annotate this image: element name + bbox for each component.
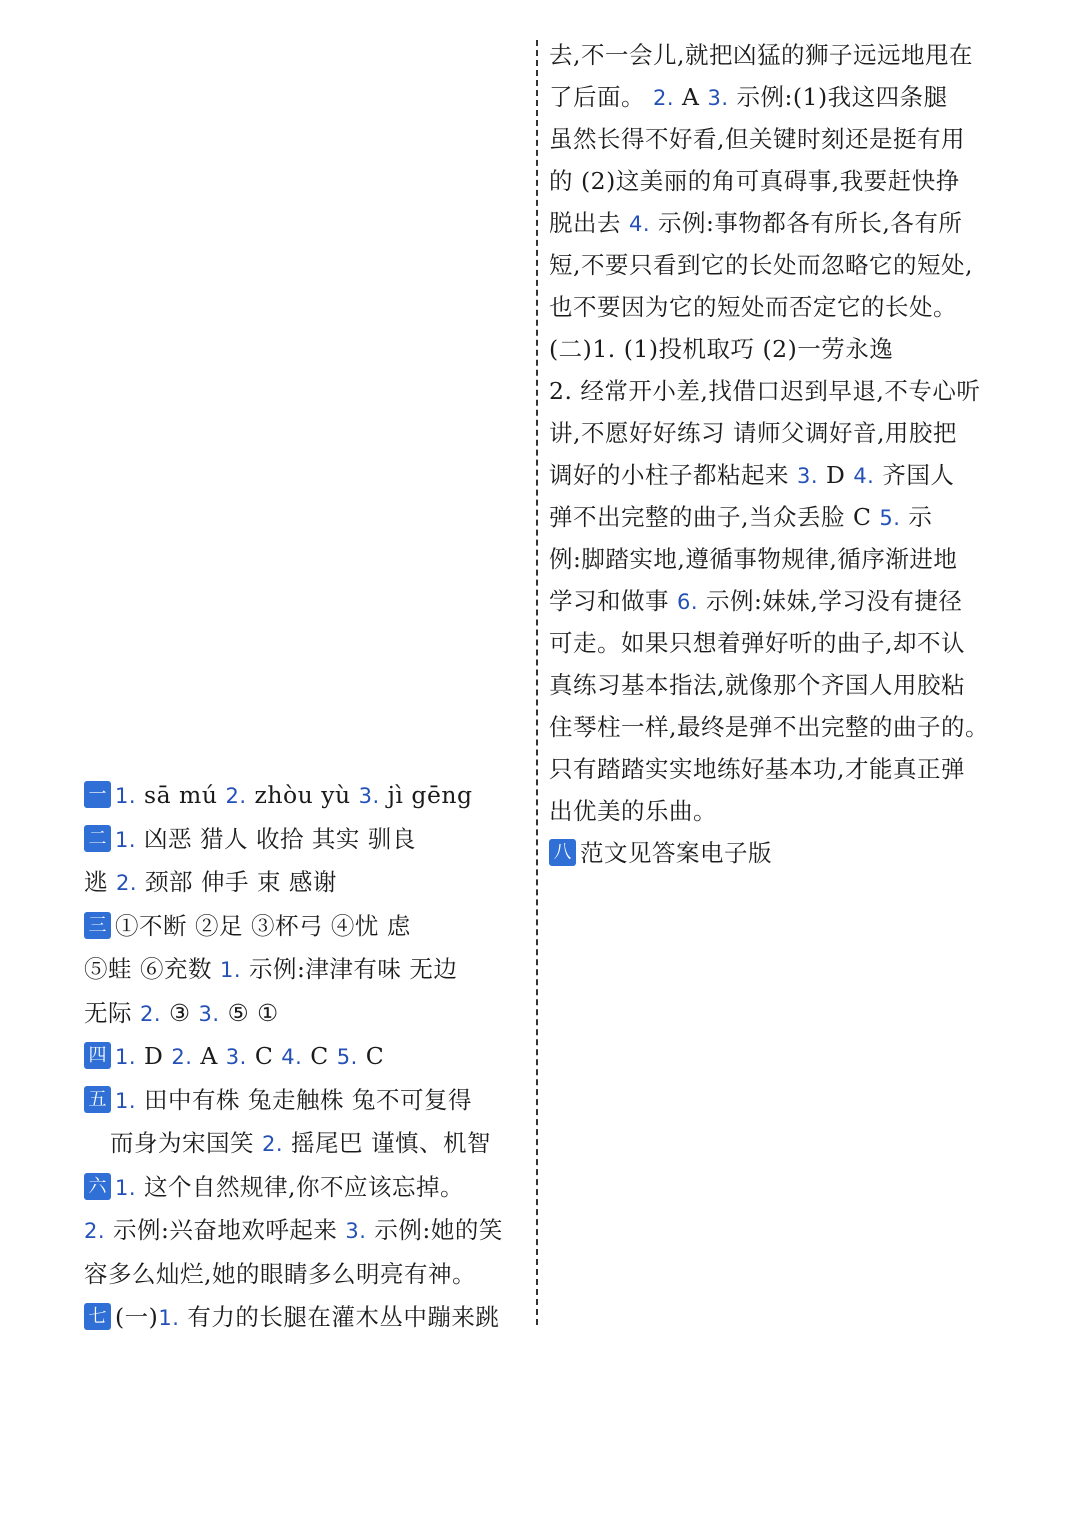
answer-text: ①不断 ②足 ③杯弓 ④忧 虑 — [115, 911, 411, 940]
answer-text: 调好的小柱子都粘起来 — [549, 461, 797, 489]
left-answer-column — [84, 774, 529, 1340]
question-number: 1. — [115, 784, 137, 808]
answer-text: 短,不要只看到它的长处而忽略它的短处, — [549, 251, 973, 279]
answer-text: 这个自然规律,你不应该忘掉。 — [136, 1172, 464, 1201]
answer-line — [84, 1253, 529, 1297]
answer-text: 示例:她的笑 — [366, 1216, 503, 1244]
answer-text: 可走。如果只想着弹好听的曲子,却不认 — [549, 629, 965, 657]
answer-line — [84, 818, 529, 862]
answer-text: 摇尾巴 谨慎、机智 — [283, 1129, 491, 1157]
answer-text: 学习和做事 — [549, 587, 677, 615]
question-number: 1. — [219, 958, 241, 982]
answer-text: 虽然长得不好看,但关键时刻还是挺有用 — [549, 125, 965, 153]
answer-text: C — [246, 1042, 282, 1070]
answer-text: ⑤蛙 ⑥充数 — [84, 955, 220, 983]
answer-line — [549, 496, 994, 538]
question-number: 4. — [853, 464, 875, 488]
answer-text: 范文见答案电子版 — [580, 839, 772, 867]
answer-text: 2. 经常开小差,找借口迟到早退,不专心听 — [549, 377, 981, 405]
answer-line — [549, 202, 994, 244]
section-badge: 四 — [84, 1042, 111, 1069]
answer-text: 也不要因为它的短处而否定它的长处。 — [549, 293, 957, 321]
question-number: 1. — [115, 1175, 137, 1200]
section-badge: 五 — [84, 1086, 111, 1113]
answer-text: C — [302, 1042, 337, 1070]
answer-text: 容多么灿烂,她的眼睛多么明亮有神。 — [84, 1259, 476, 1288]
answer-text: 弹不出完整的曲子,当众丢脸 C — [549, 503, 880, 531]
question-number: 2. — [84, 1219, 106, 1243]
question-number: 5. — [336, 1045, 358, 1069]
answer-text: 了后面。 — [549, 83, 653, 111]
answer-line — [549, 286, 994, 328]
answer-text: (一) — [115, 1303, 159, 1331]
answer-text: 的 (2)这美丽的角可真碍事,我要赶快挣 — [549, 167, 960, 195]
answer-text: 示例:事物都各有所长,各有所 — [650, 209, 963, 237]
answer-line — [549, 454, 994, 496]
answer-text: 示例:妹妹,学习没有捷径 — [698, 587, 963, 615]
answer-line — [549, 370, 994, 412]
question-number: 2. — [139, 1001, 162, 1026]
answer-line — [549, 664, 994, 706]
answer-line — [84, 774, 529, 818]
answer-line — [549, 34, 994, 76]
answer-text: ⑤ ① — [219, 998, 279, 1027]
section-badge: 一 — [84, 781, 111, 808]
question-number: 1. — [158, 1306, 180, 1330]
answer-line — [84, 992, 529, 1036]
answer-text: D — [818, 461, 854, 489]
column-divider — [536, 40, 538, 1325]
answer-text: 颈部 伸手 束 感谢 — [137, 868, 337, 896]
answer-line — [84, 1166, 529, 1210]
answer-text: 有力的长腿在灌木丛中蹦来跳 — [179, 1303, 500, 1331]
answer-line — [84, 948, 529, 992]
right-answer-column — [549, 34, 994, 874]
answer-line — [549, 76, 994, 118]
answer-line — [549, 328, 994, 370]
answer-text: 示例:津津有味 无边 — [241, 955, 458, 983]
section-badge: 二 — [84, 825, 111, 852]
answer-text: 逃 — [84, 868, 116, 896]
answer-text: 而身为宋国笑 — [110, 1129, 262, 1157]
answer-text: 示例:(1)我这四条腿 — [728, 83, 948, 111]
question-number: 2. — [115, 871, 138, 895]
answer-text: A — [674, 83, 708, 111]
question-number: 3. — [225, 1045, 247, 1069]
question-number: 4. — [628, 212, 651, 236]
answer-line — [549, 160, 994, 202]
answer-line — [549, 706, 994, 748]
answer-line — [549, 832, 994, 874]
answer-text: 示 — [900, 503, 933, 531]
answer-text: 齐国人 — [874, 461, 955, 489]
question-number: 3. — [358, 784, 380, 808]
question-number: 3. — [345, 1219, 367, 1243]
answer-line — [84, 1079, 529, 1123]
answer-line — [549, 622, 994, 664]
answer-line — [549, 580, 994, 622]
answer-line — [84, 1035, 529, 1079]
answer-line — [549, 412, 994, 454]
answer-text: D — [136, 1042, 172, 1070]
answer-line — [549, 118, 994, 160]
question-number: 1. — [115, 827, 137, 852]
answer-line — [549, 790, 994, 832]
answer-text: (二)1. (1)投机取巧 (2)一劳永逸 — [549, 335, 894, 363]
answer-text: 出优美的乐曲。 — [549, 797, 717, 825]
answer-text: zhòu yù — [246, 781, 359, 809]
question-number: 6. — [676, 590, 699, 614]
answer-line — [549, 538, 994, 580]
answer-text: 无际 — [84, 998, 140, 1027]
section-badge: 八 — [549, 839, 576, 866]
question-number: 2. — [225, 784, 247, 808]
answer-text: 示例:兴奋地欢呼起来 — [105, 1216, 346, 1244]
answer-text: sā mú — [136, 781, 226, 809]
answer-text: ③ — [161, 998, 199, 1027]
answer-line — [84, 1122, 529, 1166]
answer-line — [84, 905, 529, 949]
question-number: 1. — [115, 1045, 137, 1069]
answer-text: 田中有株 兔走触株 兔不可复得 — [136, 1085, 472, 1114]
answer-line — [84, 1296, 529, 1340]
answer-text: 凶恶 猎人 收拾 其实 驯良 — [136, 824, 416, 853]
answer-text: 脱出去 — [549, 209, 629, 237]
question-number: 2. — [652, 86, 675, 110]
answer-line — [84, 1209, 529, 1253]
answer-text: A — [192, 1042, 226, 1070]
question-number: 4. — [281, 1045, 303, 1069]
answer-text: 例:脚踏实地,遵循事物规律,循序渐进地 — [549, 545, 958, 573]
question-number: 5. — [879, 506, 901, 530]
question-number: 2. — [171, 1045, 193, 1069]
question-number: 1. — [115, 1088, 137, 1113]
answer-text: 只有踏踏实实地练好基本功,才能真正弹 — [549, 755, 965, 783]
answer-text: 真练习基本指法,就像那个齐国人用胶粘 — [549, 671, 965, 699]
section-badge: 三 — [84, 912, 111, 939]
question-number: 3. — [707, 86, 729, 110]
answer-text: jì gēng — [379, 781, 473, 809]
answer-line — [84, 861, 529, 905]
answer-text: C — [357, 1042, 385, 1070]
answer-text: 讲,不愿好好练习 请师父调好音,用胶把 — [549, 419, 957, 447]
section-badge: 七 — [84, 1303, 111, 1330]
answer-line — [549, 748, 994, 790]
answer-text: 住琴柱一样,最终是弹不出完整的曲子的。 — [549, 713, 989, 741]
question-number: 2. — [261, 1132, 284, 1156]
section-badge: 六 — [84, 1173, 111, 1200]
question-number: 3. — [796, 464, 819, 488]
answer-line — [549, 244, 994, 286]
answer-text: 去,不一会儿,就把凶猛的狮子远远地甩在 — [549, 41, 973, 69]
question-number: 3. — [198, 1001, 220, 1026]
